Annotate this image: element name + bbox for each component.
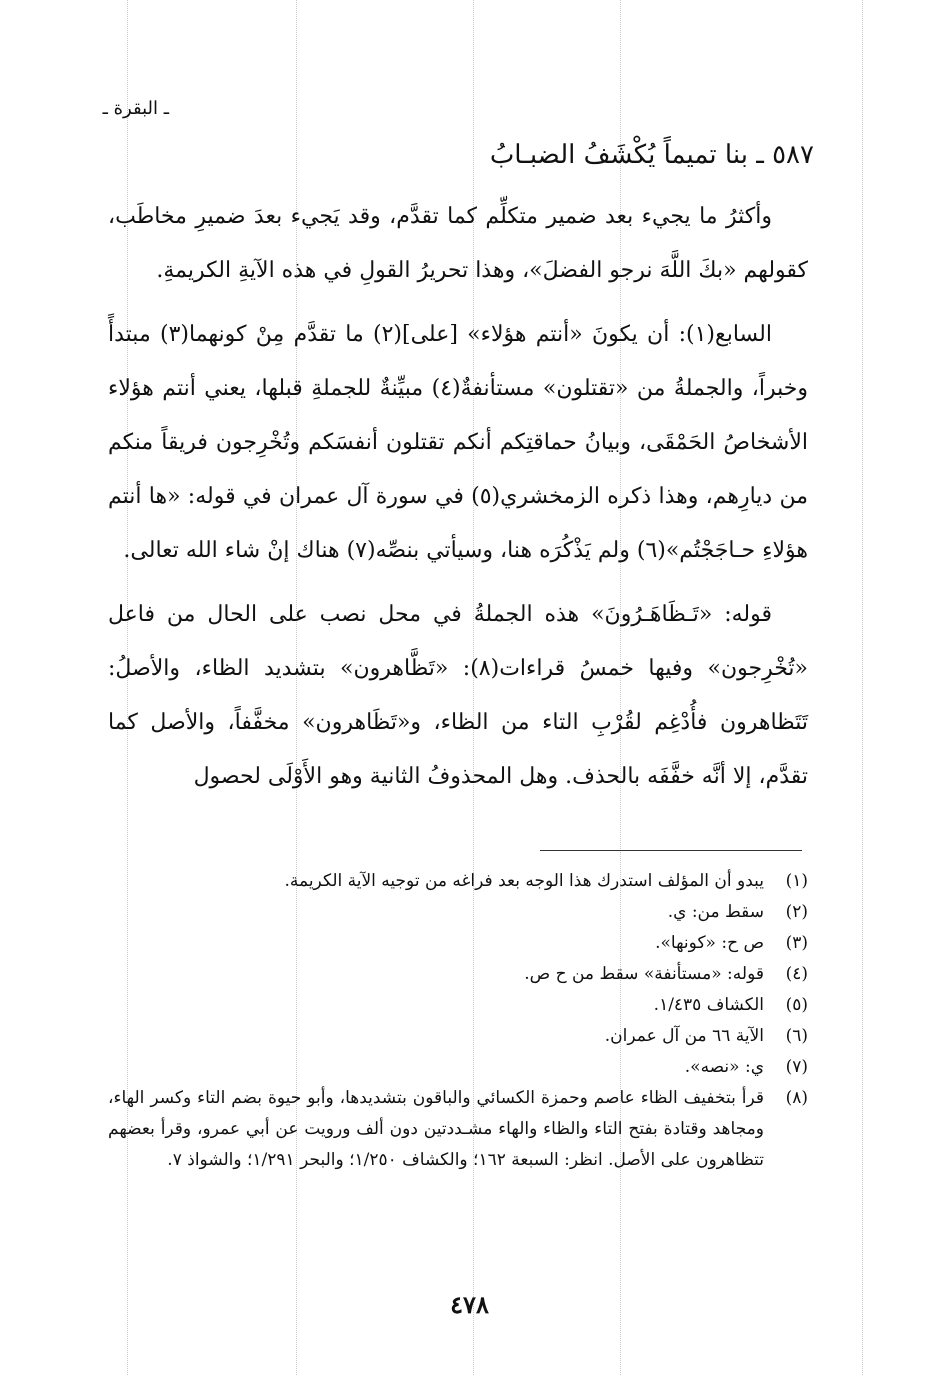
footnote <box>108 959 808 990</box>
footnote <box>108 1083 808 1176</box>
footnotes <box>108 866 808 1176</box>
footnote <box>108 990 808 1021</box>
page-number: ٤٧٨ <box>450 1290 489 1319</box>
footnote <box>108 1021 808 1052</box>
footnote-divider <box>540 850 802 851</box>
footnote-number: (٧) <box>785 1057 808 1077</box>
footnote-number: (١) <box>785 871 808 891</box>
running-header: ـ البقرة ـ <box>102 98 169 119</box>
paragraph: السابع(١): أن يكونَ «أنتم هؤلاء» [على](٢) ما تقدَّم مِنْ كونهما(٣) مبتدأً وخبراً، والجملةُ من «تقتلون» مستأنفةٌ(٤) مبيِّنةٌ للجملةِ قبلها، يعني أنتم هؤلاء الأشخاصُ الحَمْقَى، وبيانُ حماقتِكم أنكم تقتلون أنفسَكم وتُخْرِجون فريقاً منكم من ديارِهم، وهذا ذكره الزمخشري(٥) في سورة آل عمران في قوله: «ها أنتم هؤلاءِ حـاجَجْتُم»(٦) ولم يَذْكُرَه هنا، وسيأتي بنصِّه(٧) هناك إنْ شاء الله تعالى. <box>108 322 808 563</box>
footnote-text: يبدو أن المؤلف استدرك هذا الوجه بعد فراغه من توجيه الآية الكريمة. <box>284 871 764 891</box>
footnote-text: قرأ بتخفيف الظاء عاصم وحمزة الكسائي والباقون بتشديدها، وأبو حيوة بضم التاء وكسر الهاء، ومجاهد وقتادة بفتح التاء والظاء والهاء مشـددتين دون ألف ورويت عن أبي عمرو، وقرأ بعضهم تتظاهرون على الأصل. انظر: السبعة ١٦٢؛ والكشاف ١/٢٥٠؛ والبحر ١/٢٩١؛ والشواذ ٧. <box>108 1088 764 1170</box>
footnote-text: سقط من: ي. <box>667 902 764 922</box>
footnote-text: الآية ٦٦ من آل عمران. <box>604 1026 764 1046</box>
footnote-text: الكشاف ١/٤٣٥. <box>653 995 764 1015</box>
footnote-number: (٢) <box>785 902 808 922</box>
scan-guide-line <box>862 0 863 1375</box>
footnote-number: (٥) <box>785 995 808 1015</box>
footnote-text: ص ح: «كونها». <box>655 933 764 953</box>
footnote <box>108 928 808 959</box>
footnote-text: ي: «نصه». <box>684 1057 764 1077</box>
footnote-number: (٣) <box>785 933 808 953</box>
main-text <box>108 190 808 814</box>
footnote <box>108 866 808 897</box>
paragraph: قوله: «تَـظَاهَـرُونَ» هذه الجملةُ في محل نصب على الحال من فاعل «تُخْرِجون» وفيها خمسُ قراءات(٨): «تَظَّاهرون» بتشديد الظاء، والأصلُ: تَتَظاهرون فأُدْغِم لقُرْبِ التاء من الظاء، و«تَظَاهرون» مخفَّفاً، والأصل كما تقدَّم، إلا أنَّه خفَّفَه بالحذف. وهل المحذوفُ الثانية وهو الأَوْلَى لحصول <box>108 602 809 789</box>
paragraph: وأكثرُ ما يجيء بعد ضمير متكلِّم كما تقدَّم، وقد يَجيء بعدَ ضميرِ مخاطَب، كقولهم «بكَ اللَّهَ نرجو الفضلَ»، وهذا تحريرُ القولِ في هذه الآيةِ الكريمةِ. <box>108 204 808 283</box>
verse-line: ٥٨٧ ـ بنا تميماً يُكْشَفُ الضبـابُ <box>489 140 814 170</box>
footnote-number: (٦) <box>785 1026 808 1046</box>
footnote <box>108 897 808 928</box>
footnote-number: (٤) <box>785 964 808 984</box>
footnote-number: (٨) <box>785 1088 808 1108</box>
footnote-text: قوله: «مستأنفة» سقط من ح ص. <box>524 964 764 984</box>
footnote <box>108 1052 808 1083</box>
